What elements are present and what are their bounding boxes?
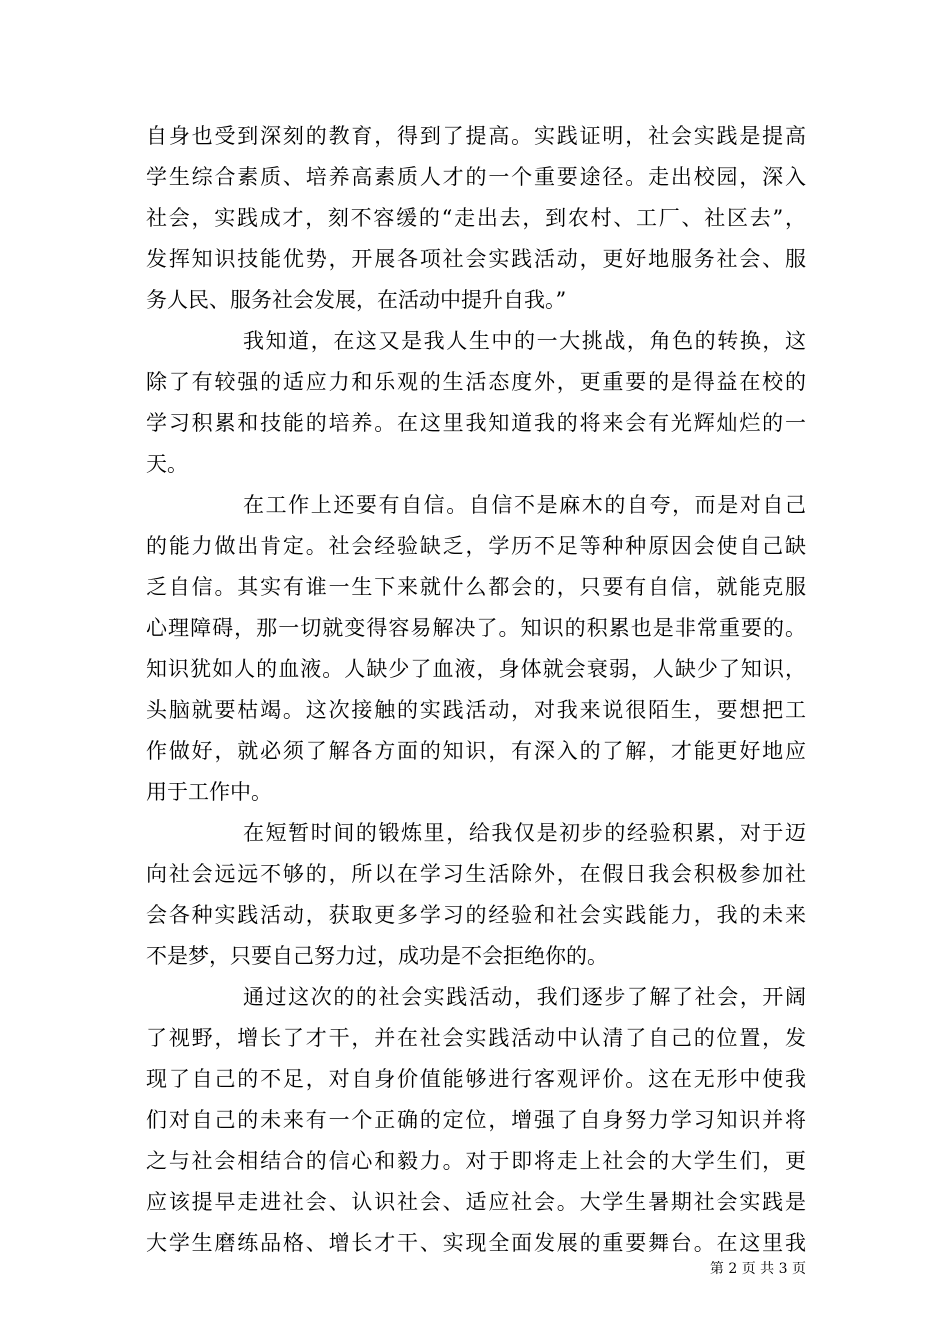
paragraph-1-line-4: 发挥知识技能优势，开展各项社会实践活动，更好地服务社会、服 [146, 247, 806, 271]
paragraph-3-line-8: 用于工作中。 [146, 780, 272, 804]
paragraph-1-line-1: 自身也受到深刻的教育，得到了提高。实践证明，社会实践是提高 [146, 124, 806, 148]
paragraph-5-line-2: 了视野，增长了才干，并在社会实践活动中认清了自己的位置，发 [146, 1026, 806, 1050]
paragraph-5-line-4: 们对自己的未来有一个正确的定位，增强了自身努力学习知识并将 [146, 1108, 806, 1132]
paragraph-5-line-6: 应该提早走进社会、认识社会、适应社会。大学生暑期社会实践是 [146, 1190, 806, 1214]
paragraph-3-line-3: 乏自信。其实有谁一生下来就什么都会的，只要有自信，就能克服 [146, 575, 806, 599]
paragraph-1-line-3: 社会，实践成才，刻不容缓的“走出去，到农村、工厂、社区去”， [146, 206, 806, 230]
page-number-footer: 第 2 页 共 3 页 [709, 1261, 806, 1277]
paragraph-5-line-3: 现了自己的不足，对自身价值能够进行客观评价。这在无形中使我 [146, 1067, 806, 1091]
paragraph-4-line-3: 会各种实践活动，获取更多学习的经验和社会实践能力，我的未来 [146, 903, 806, 927]
paragraph-2-line-4: 天。 [146, 452, 188, 476]
paragraph-3-line-7: 作做好，就必须了解各方面的知识，有深入的了解，才能更好地应 [146, 739, 806, 763]
paragraph-3-line-5: 知识犹如人的血液。人缺少了血液，身体就会衰弱，人缺少了知识， [146, 657, 806, 681]
paragraph-3-line-4: 心理障碍，那一切就变得容易解决了。知识的积累也是非常重要的。 [146, 616, 806, 640]
paragraph-3-line-2: 的能力做出肯定。社会经验缺乏，学历不足等种种原因会使自己缺 [146, 534, 806, 558]
paragraph-1-line-5: 务人民、服务社会发展，在活动中提升自我。” [146, 288, 567, 312]
paragraph-2-line-3: 学习积累和技能的培养。在这里我知道我的将来会有光辉灿烂的一 [146, 411, 806, 435]
paragraph-5-line-5: 之与社会相结合的信心和毅力。对于即将走上社会的大学生们，更 [146, 1149, 806, 1173]
paragraph-2-line-1: 我知道，在这又是我人生中的一大挑战，角色的转换，这 [243, 329, 806, 353]
paragraph-3-line-1: 在工作上还要有自信。自信不是麻木的自夸，而是对自己 [243, 493, 806, 517]
paragraph-5-line-7: 大学生磨练品格、增长才干、实现全面发展的重要舞台。在这里我 [146, 1231, 806, 1255]
paragraph-4-line-2: 向社会远远不够的，所以在学习生活除外，在假日我会积极参加社 [146, 862, 806, 886]
paragraph-4-line-4: 不是梦，只要自己努力过，成功是不会拒绝你的。 [146, 944, 608, 968]
paragraph-3-line-6: 头脑就要枯竭。这次接触的实践活动，对我来说很陌生，要想把工 [146, 698, 806, 722]
paragraph-2-line-2: 除了有较强的适应力和乐观的生活态度外，更重要的是得益在校的 [146, 370, 806, 394]
paragraph-4-line-1: 在短暂时间的锻炼里，给我仅是初步的经验积累，对于迈 [243, 821, 806, 845]
paragraph-1-line-2: 学生综合素质、培养高素质人才的一个重要途径。走出校园，深入 [146, 165, 806, 189]
paragraph-5-line-1: 通过这次的的社会实践活动，我们逐步了解了社会，开阔 [243, 985, 806, 1009]
